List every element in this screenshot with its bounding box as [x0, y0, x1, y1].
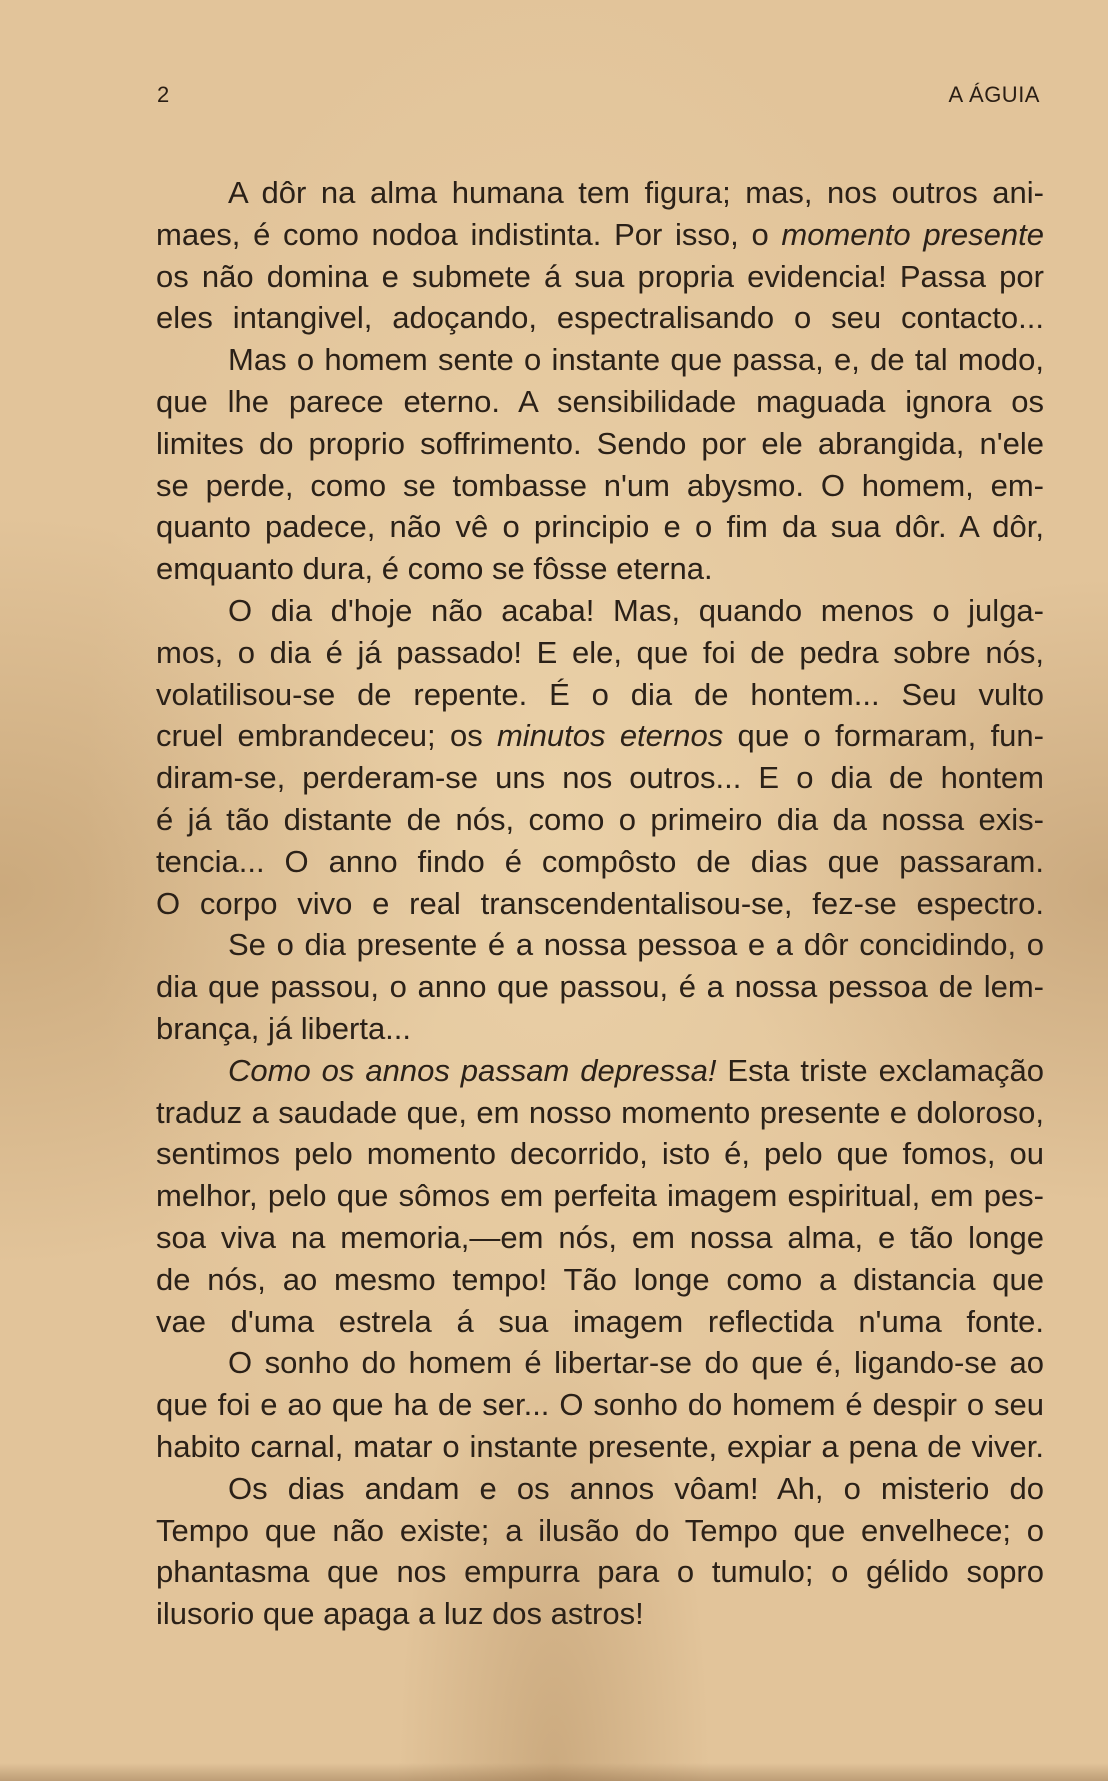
text-run: diram-se, perderam-se uns nos outros... E o dia de hontem: [156, 760, 1044, 796]
running-title: A ÁGUIA: [948, 82, 1040, 107]
text-line: [156, 966, 1044, 1008]
text-run: Tempo que não existe; a ilusão do Tempo que envelhece; o: [156, 1512, 1044, 1548]
text-run: soa viva na memoria,—em nós, em nossa alma, e tão longe: [156, 1219, 1044, 1255]
text-run: O corpo vivo e real transcendentalisou-se, fez-se espectro.: [156, 885, 1044, 921]
text-run: O sonho do homem é libertar-se do que é, ligando-se ao: [228, 1345, 1044, 1381]
text-run: ilusorio que apaga a luz dos astros!: [156, 1596, 644, 1632]
text-line: [156, 1342, 1044, 1384]
text-line: [156, 339, 1044, 381]
text-line: [156, 924, 1044, 966]
text-run: Mas o homem sente o instante que passa, e, de tal modo,: [228, 342, 1044, 378]
page-number: 2: [157, 82, 170, 107]
text-run: é já tão distante de nós, como o primeiro dia da nossa exis-: [156, 801, 1044, 837]
text-line: [156, 548, 1044, 590]
body-text: [156, 172, 1044, 1635]
text-run: eles intangivel, adoçando, espectralisando o seu contacto...: [156, 300, 1044, 336]
text-line: [156, 214, 1044, 256]
text-run: Esta triste exclamação: [716, 1052, 1044, 1088]
text-run: O dia d'hoje não acaba! Mas, quando menos o julga-: [228, 592, 1044, 628]
text-line: [156, 632, 1044, 674]
text-line: [156, 757, 1044, 799]
text-line: [156, 841, 1044, 883]
italic-phrase: momento presente: [781, 216, 1044, 252]
text-run: sentimos pelo momento decorrido, isto é, pelo que fomos, ou: [156, 1136, 1044, 1172]
text-run: que lhe parece eterno. A sensibilidade maguada ignora os: [156, 383, 1044, 419]
text-line: [156, 1468, 1044, 1510]
text-run: limites do proprio soffrimento. Sendo por ele abrangida, n'ele: [156, 425, 1044, 461]
text-run: que foi e ao que ha de ser... O sonho do homem é despir o seu: [156, 1387, 1044, 1423]
text-line: [156, 1593, 1044, 1635]
text-line: [156, 172, 1044, 214]
text-run: traduz a saudade que, em nosso momento presente e doloroso,: [156, 1094, 1044, 1130]
text-run: A dôr na alma humana tem figura; mas, nos outros ani-: [228, 175, 1044, 210]
page-bottom-edge: [0, 1763, 1108, 1781]
text-line: [156, 465, 1044, 507]
text-run: vae d'uma estrela á sua imagem reflectida n'uma fonte.: [156, 1303, 1044, 1339]
text-line: [156, 1259, 1044, 1301]
text-line: [156, 1050, 1044, 1092]
text-line: [156, 423, 1044, 465]
text-line: [156, 1217, 1044, 1259]
text-run: melhor, pelo que sômos em perfeita imagem espiritual, em pes-: [156, 1178, 1044, 1214]
text-line: [156, 256, 1044, 298]
text-line: [156, 799, 1044, 841]
text-run: de nós, ao mesmo tempo! Tão longe como a distancia que: [156, 1261, 1044, 1297]
text-run: quanto padece, não vê o principio e o fim da sua dôr. A dôr,: [156, 509, 1044, 545]
text-run: brança, já liberta...: [156, 1010, 412, 1046]
text-run: cruel embrandeceu; os: [156, 718, 497, 754]
text-run: volatilisou-se de repente. É o dia de hontem... Seu vulto: [156, 676, 1044, 712]
text-line: [156, 381, 1044, 423]
text-line: [156, 674, 1044, 716]
text-line: [156, 590, 1044, 632]
text-run: mos, o dia é já passado! E ele, que foi de pedra sobre nós,: [156, 634, 1044, 670]
text-run: emquanto dura, é como se fôsse eterna.: [156, 551, 713, 587]
text-line: [156, 1092, 1044, 1134]
text-line: [156, 883, 1044, 925]
text-line: [156, 297, 1044, 339]
text-line: [156, 1384, 1044, 1426]
text-line: [156, 1008, 1044, 1050]
text-line: [156, 1426, 1044, 1468]
italic-phrase: minutos eternos: [496, 718, 724, 754]
italic-phrase: Como os annos passam depressa!: [228, 1052, 717, 1088]
text-run: dia que passou, o anno que passou, é a nossa pessoa de lem-: [156, 969, 1044, 1005]
text-line: [156, 1133, 1044, 1175]
text-line: [156, 1510, 1044, 1552]
text-run: se perde, como se tombasse n'um abysmo. O homem, em-: [156, 467, 1044, 503]
text-run: Se o dia presente é a nossa pessoa e a dôr concidindo, o: [228, 927, 1044, 963]
text-run: habito carnal, matar o instante presente, expiar a pena de viver.: [156, 1428, 1044, 1464]
text-line: [156, 1301, 1044, 1343]
page-header: [157, 82, 1040, 108]
text-run: Os dias andam e os annos vôam! Ah, o misterio do: [228, 1470, 1044, 1506]
text-line: [156, 715, 1044, 757]
text-line: [156, 1551, 1044, 1593]
text-run: que o formaram, fun-: [723, 718, 1044, 754]
text-run: tencia... O anno findo é compôsto de dias que passaram.: [156, 843, 1044, 879]
text-run: maes, é como nodoa indistinta. Por isso, o: [156, 216, 782, 252]
text-line: [156, 506, 1044, 548]
text-run: os não domina e submete á sua propria evidencia! Passa por: [156, 258, 1044, 294]
text-line: [156, 1175, 1044, 1217]
text-run: phantasma que nos empurra para o tumulo; o gélido sopro: [156, 1554, 1044, 1590]
